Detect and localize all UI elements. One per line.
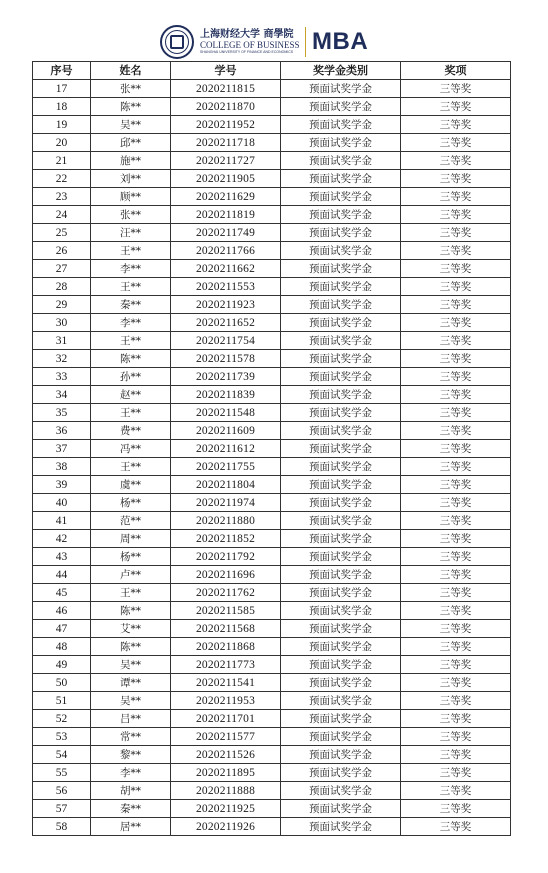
table-row (33, 764, 511, 782)
cell-award: 三等奖 (401, 800, 511, 818)
table-row (33, 224, 511, 242)
cell-student-id: 2020211749 (171, 224, 281, 242)
table-row (33, 818, 511, 836)
cell-student-id: 2020211754 (171, 332, 281, 350)
cell-award: 三等奖 (401, 566, 511, 584)
cell-award: 三等奖 (401, 476, 511, 494)
cell-student-id: 2020211739 (171, 368, 281, 386)
cell-award: 三等奖 (401, 296, 511, 314)
cell-name: 李** (91, 764, 171, 782)
cell-student-id: 2020211762 (171, 584, 281, 602)
cell-scholarship-type: 预面试奖学金 (281, 728, 401, 746)
cell-scholarship-type: 预面试奖学金 (281, 476, 401, 494)
cell-award: 三等奖 (401, 782, 511, 800)
cell-student-id: 2020211612 (171, 440, 281, 458)
cell-name: 范** (91, 512, 171, 530)
cell-name: 陈** (91, 98, 171, 116)
page-header (160, 22, 368, 62)
cell-award: 三等奖 (401, 494, 511, 512)
cell-name: 秦** (91, 800, 171, 818)
cell-scholarship-type: 预面试奖学金 (281, 260, 401, 278)
cell-name: 黎** (91, 746, 171, 764)
table-row (33, 512, 511, 530)
cell-award: 三等奖 (401, 584, 511, 602)
header-divider (305, 27, 307, 57)
table-row (33, 242, 511, 260)
cell-award: 三等奖 (401, 224, 511, 242)
cell-student-id: 2020211577 (171, 728, 281, 746)
cell-student-id: 2020211888 (171, 782, 281, 800)
cell-student-id: 2020211952 (171, 116, 281, 134)
cell-name: 艾** (91, 620, 171, 638)
cell-student-id: 2020211541 (171, 674, 281, 692)
cell-scholarship-type: 预面试奖学金 (281, 242, 401, 260)
cell-name: 王** (91, 404, 171, 422)
cell-student-id: 2020211852 (171, 530, 281, 548)
cell-award: 三等奖 (401, 98, 511, 116)
table-row (33, 476, 511, 494)
table-row (33, 332, 511, 350)
column-header-award: 奖项 (401, 62, 511, 80)
cell-student-id: 2020211578 (171, 350, 281, 368)
cell-index: 47 (33, 620, 91, 638)
cell-name: 孙** (91, 368, 171, 386)
cell-award: 三等奖 (401, 764, 511, 782)
cell-scholarship-type: 预面试奖学金 (281, 746, 401, 764)
cell-student-id: 2020211868 (171, 638, 281, 656)
cell-index: 28 (33, 278, 91, 296)
table-row (33, 494, 511, 512)
table-row (33, 800, 511, 818)
cell-award: 三等奖 (401, 674, 511, 692)
table-row (33, 692, 511, 710)
table-row (33, 98, 511, 116)
cell-student-id: 2020211815 (171, 80, 281, 98)
cell-index: 49 (33, 656, 91, 674)
cell-index: 26 (33, 242, 91, 260)
cell-award: 三等奖 (401, 638, 511, 656)
cell-student-id: 2020211568 (171, 620, 281, 638)
cell-scholarship-type: 预面试奖学金 (281, 350, 401, 368)
cell-name: 邱** (91, 134, 171, 152)
cell-award: 三等奖 (401, 386, 511, 404)
table-row (33, 296, 511, 314)
college-name-sub: SHANGHAI UNIVERSITY OF FINANCE AND ECONOMICS (200, 50, 294, 54)
cell-award: 三等奖 (401, 170, 511, 188)
cell-student-id: 2020211974 (171, 494, 281, 512)
cell-scholarship-type: 预面试奖学金 (281, 368, 401, 386)
cell-name: 刘** (91, 170, 171, 188)
table-row (33, 728, 511, 746)
cell-name: 卢** (91, 566, 171, 584)
cell-scholarship-type: 预面试奖学金 (281, 566, 401, 584)
cell-student-id: 2020211880 (171, 512, 281, 530)
cell-award: 三等奖 (401, 602, 511, 620)
cell-scholarship-type: 预面试奖学金 (281, 98, 401, 116)
seal-emblem (170, 35, 184, 49)
cell-award: 三等奖 (401, 314, 511, 332)
table-row (33, 620, 511, 638)
cell-name: 冯** (91, 440, 171, 458)
cell-name: 李** (91, 260, 171, 278)
cell-index: 30 (33, 314, 91, 332)
cell-student-id: 2020211652 (171, 314, 281, 332)
table-row (33, 458, 511, 476)
cell-scholarship-type: 预面试奖学金 (281, 224, 401, 242)
cell-scholarship-type: 预面试奖学金 (281, 692, 401, 710)
cell-index: 19 (33, 116, 91, 134)
cell-scholarship-type: 预面试奖学金 (281, 440, 401, 458)
cell-name: 张** (91, 206, 171, 224)
cell-name: 吴** (91, 656, 171, 674)
cell-index: 24 (33, 206, 91, 224)
cell-name: 陈** (91, 638, 171, 656)
table-row (33, 278, 511, 296)
cell-scholarship-type: 预面试奖学金 (281, 530, 401, 548)
table-row (33, 638, 511, 656)
cell-award: 三等奖 (401, 710, 511, 728)
cell-scholarship-type: 预面试奖学金 (281, 584, 401, 602)
cell-index: 33 (33, 368, 91, 386)
cell-name: 施** (91, 152, 171, 170)
cell-index: 32 (33, 350, 91, 368)
cell-index: 41 (33, 512, 91, 530)
table-row (33, 584, 511, 602)
cell-award: 三等奖 (401, 620, 511, 638)
table-header-row (33, 62, 511, 80)
cell-scholarship-type: 预面试奖学金 (281, 116, 401, 134)
cell-scholarship-type: 预面试奖学金 (281, 296, 401, 314)
cell-index: 46 (33, 602, 91, 620)
cell-scholarship-type: 预面试奖学金 (281, 80, 401, 98)
table-row (33, 422, 511, 440)
column-header-name: 姓名 (91, 62, 171, 80)
cell-award: 三等奖 (401, 368, 511, 386)
cell-index: 29 (33, 296, 91, 314)
cell-scholarship-type: 预面试奖学金 (281, 494, 401, 512)
cell-name: 杨** (91, 494, 171, 512)
table-row (33, 350, 511, 368)
cell-scholarship-type: 预面试奖学金 (281, 458, 401, 476)
cell-name: 赵** (91, 386, 171, 404)
cell-scholarship-type: 预面试奖学金 (281, 134, 401, 152)
table-row (33, 602, 511, 620)
cell-scholarship-type: 预面试奖学金 (281, 512, 401, 530)
cell-name: 顾** (91, 188, 171, 206)
cell-student-id: 2020211609 (171, 422, 281, 440)
table-row (33, 314, 511, 332)
cell-index: 50 (33, 674, 91, 692)
cell-award: 三等奖 (401, 260, 511, 278)
cell-name: 王** (91, 584, 171, 602)
cell-index: 36 (33, 422, 91, 440)
college-name-en: COLLEGE OF BUSINESS (200, 40, 300, 50)
cell-index: 55 (33, 764, 91, 782)
table-row (33, 152, 511, 170)
cell-scholarship-type: 预面试奖学金 (281, 620, 401, 638)
cell-index: 53 (33, 728, 91, 746)
cell-index: 58 (33, 818, 91, 836)
cell-name: 居** (91, 818, 171, 836)
table-row (33, 746, 511, 764)
cell-index: 22 (33, 170, 91, 188)
cell-award: 三等奖 (401, 746, 511, 764)
cell-index: 35 (33, 404, 91, 422)
cell-award: 三等奖 (401, 134, 511, 152)
column-header-student-id: 学号 (171, 62, 281, 80)
cell-award: 三等奖 (401, 512, 511, 530)
cell-scholarship-type: 预面试奖学金 (281, 404, 401, 422)
cell-student-id: 2020211925 (171, 800, 281, 818)
table-row (33, 566, 511, 584)
cell-index: 42 (33, 530, 91, 548)
cell-name: 陈** (91, 350, 171, 368)
cell-award: 三等奖 (401, 116, 511, 134)
cell-index: 57 (33, 800, 91, 818)
cell-index: 54 (33, 746, 91, 764)
cell-scholarship-type: 预面试奖学金 (281, 656, 401, 674)
cell-index: 52 (33, 710, 91, 728)
cell-scholarship-type: 预面试奖学金 (281, 152, 401, 170)
cell-name: 吴** (91, 116, 171, 134)
cell-award: 三等奖 (401, 548, 511, 566)
cell-scholarship-type: 预面试奖学金 (281, 170, 401, 188)
cell-index: 56 (33, 782, 91, 800)
scholarship-table (32, 61, 511, 836)
cell-name: 李** (91, 314, 171, 332)
cell-name: 胡** (91, 782, 171, 800)
cell-name: 王** (91, 278, 171, 296)
cell-student-id: 2020211766 (171, 242, 281, 260)
cell-student-id: 2020211819 (171, 206, 281, 224)
table-row (33, 134, 511, 152)
cell-name: 陈** (91, 602, 171, 620)
cell-index: 18 (33, 98, 91, 116)
cell-award: 三等奖 (401, 188, 511, 206)
cell-index: 37 (33, 440, 91, 458)
table-row (33, 710, 511, 728)
cell-scholarship-type: 预面试奖学金 (281, 278, 401, 296)
cell-scholarship-type: 预面试奖学金 (281, 206, 401, 224)
cell-award: 三等奖 (401, 242, 511, 260)
cell-student-id: 2020211926 (171, 818, 281, 836)
cell-index: 34 (33, 386, 91, 404)
cell-index: 27 (33, 260, 91, 278)
cell-name: 虞** (91, 476, 171, 494)
cell-name: 吴** (91, 692, 171, 710)
cell-scholarship-type: 预面试奖学金 (281, 710, 401, 728)
cell-student-id: 2020211870 (171, 98, 281, 116)
cell-scholarship-type: 预面试奖学金 (281, 602, 401, 620)
cell-award: 三等奖 (401, 458, 511, 476)
table-row (33, 548, 511, 566)
cell-award: 三等奖 (401, 692, 511, 710)
table-row (33, 530, 511, 548)
cell-award: 三等奖 (401, 818, 511, 836)
cell-award: 三等奖 (401, 656, 511, 674)
cell-student-id: 2020211839 (171, 386, 281, 404)
table-body (33, 80, 511, 836)
cell-award: 三等奖 (401, 332, 511, 350)
cell-scholarship-type: 预面试奖学金 (281, 638, 401, 656)
cell-award: 三等奖 (401, 278, 511, 296)
cell-award: 三等奖 (401, 152, 511, 170)
program-logo: MBA (312, 28, 369, 55)
cell-name: 费** (91, 422, 171, 440)
cell-name: 杨** (91, 548, 171, 566)
table-row (33, 188, 511, 206)
college-name-block (200, 29, 300, 55)
table-row (33, 674, 511, 692)
cell-scholarship-type: 预面试奖学金 (281, 386, 401, 404)
cell-student-id: 2020211701 (171, 710, 281, 728)
cell-award: 三等奖 (401, 728, 511, 746)
cell-award: 三等奖 (401, 80, 511, 98)
cell-name: 王** (91, 242, 171, 260)
cell-name: 秦** (91, 296, 171, 314)
cell-name: 王** (91, 458, 171, 476)
cell-student-id: 2020211895 (171, 764, 281, 782)
table-row (33, 656, 511, 674)
table-row (33, 782, 511, 800)
column-header-scholarship-type: 奖学金类别 (281, 62, 401, 80)
cell-student-id: 2020211696 (171, 566, 281, 584)
cell-scholarship-type: 预面试奖学金 (281, 332, 401, 350)
cell-award: 三等奖 (401, 422, 511, 440)
table-row (33, 404, 511, 422)
cell-scholarship-type: 预面试奖学金 (281, 800, 401, 818)
cell-student-id: 2020211718 (171, 134, 281, 152)
cell-name: 张** (91, 80, 171, 98)
table-row (33, 80, 511, 98)
cell-index: 21 (33, 152, 91, 170)
cell-scholarship-type: 预面试奖学金 (281, 188, 401, 206)
cell-scholarship-type: 预面试奖学金 (281, 818, 401, 836)
cell-name: 吕** (91, 710, 171, 728)
cell-student-id: 2020211662 (171, 260, 281, 278)
cell-name: 常** (91, 728, 171, 746)
cell-index: 48 (33, 638, 91, 656)
cell-index: 17 (33, 80, 91, 98)
cell-name: 周** (91, 530, 171, 548)
cell-award: 三等奖 (401, 350, 511, 368)
table-row (33, 206, 511, 224)
cell-student-id: 2020211548 (171, 404, 281, 422)
cell-award: 三等奖 (401, 530, 511, 548)
table-row (33, 116, 511, 134)
table-row (33, 260, 511, 278)
cell-scholarship-type: 预面试奖学金 (281, 764, 401, 782)
column-header-index: 序号 (33, 62, 91, 80)
college-name-cn: 上海财经大学 商學院 (200, 29, 294, 40)
college-seal-icon (160, 25, 194, 59)
cell-index: 38 (33, 458, 91, 476)
cell-index: 23 (33, 188, 91, 206)
cell-name: 谭** (91, 674, 171, 692)
cell-award: 三等奖 (401, 404, 511, 422)
cell-student-id: 2020211792 (171, 548, 281, 566)
cell-student-id: 2020211905 (171, 170, 281, 188)
cell-student-id: 2020211553 (171, 278, 281, 296)
cell-student-id: 2020211755 (171, 458, 281, 476)
table-row (33, 368, 511, 386)
cell-student-id: 2020211585 (171, 602, 281, 620)
cell-award: 三等奖 (401, 440, 511, 458)
cell-scholarship-type: 预面试奖学金 (281, 548, 401, 566)
table-row (33, 440, 511, 458)
cell-student-id: 2020211953 (171, 692, 281, 710)
cell-student-id: 2020211727 (171, 152, 281, 170)
table-row (33, 170, 511, 188)
cell-index: 20 (33, 134, 91, 152)
cell-scholarship-type: 预面试奖学金 (281, 422, 401, 440)
cell-name: 王** (91, 332, 171, 350)
cell-scholarship-type: 预面试奖学金 (281, 782, 401, 800)
cell-student-id: 2020211773 (171, 656, 281, 674)
cell-index: 44 (33, 566, 91, 584)
cell-index: 43 (33, 548, 91, 566)
cell-index: 39 (33, 476, 91, 494)
cell-student-id: 2020211629 (171, 188, 281, 206)
cell-student-id: 2020211804 (171, 476, 281, 494)
cell-scholarship-type: 预面试奖学金 (281, 314, 401, 332)
cell-index: 25 (33, 224, 91, 242)
table-row (33, 386, 511, 404)
cell-student-id: 2020211923 (171, 296, 281, 314)
cell-index: 31 (33, 332, 91, 350)
cell-name: 汪** (91, 224, 171, 242)
cell-index: 45 (33, 584, 91, 602)
cell-scholarship-type: 预面试奖学金 (281, 674, 401, 692)
cell-award: 三等奖 (401, 206, 511, 224)
cell-index: 40 (33, 494, 91, 512)
cell-index: 51 (33, 692, 91, 710)
cell-student-id: 2020211526 (171, 746, 281, 764)
